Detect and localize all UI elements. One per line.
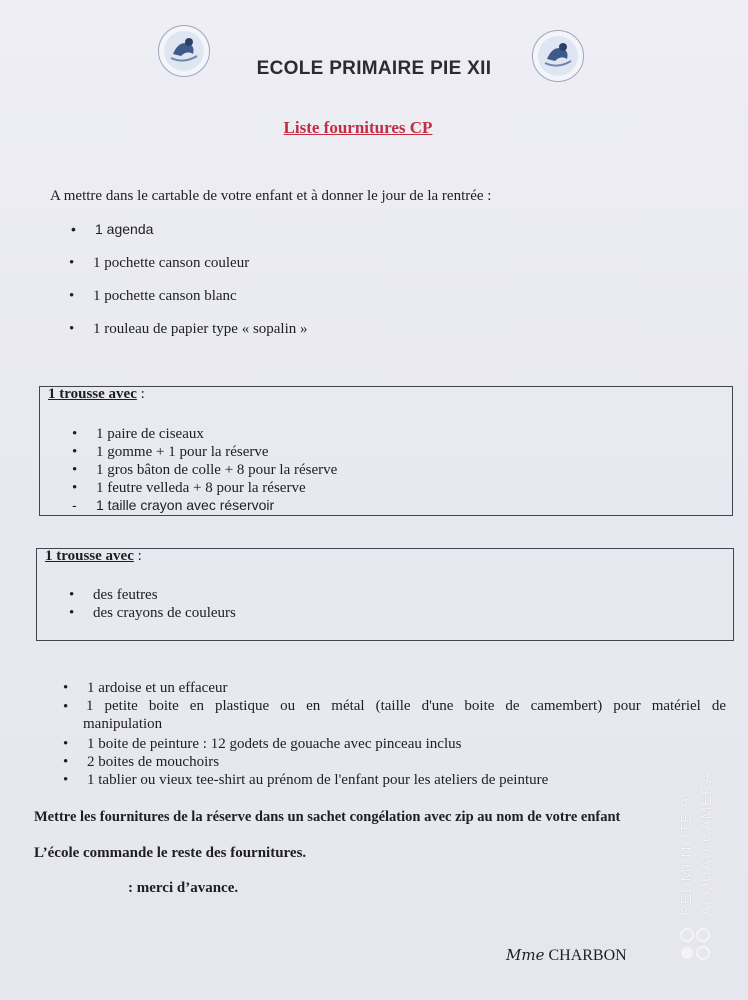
signature-name: CHARBON <box>548 947 627 964</box>
signature-prefix: Mme <box>506 946 545 964</box>
trousse-box-1-title-colon: : <box>136 386 145 402</box>
list-item <box>63 753 220 771</box>
trousse-box-1-title-text: 1 trousse avec <box>48 386 137 402</box>
watermark-line1: REDMI NOTE 9 <box>678 797 695 916</box>
list-item <box>69 586 158 604</box>
list-item-label: 1 rouleau de papier type « sopalin » <box>93 321 308 337</box>
list-item <box>63 735 462 753</box>
list-item <box>69 604 236 622</box>
list-item-label: 1 paire de ciseaux <box>96 426 204 442</box>
list-item <box>72 425 204 443</box>
bullet-icon: • <box>72 426 78 442</box>
list-item-label: 2 boites de mouchoirs <box>87 754 220 770</box>
list-item <box>72 479 306 497</box>
reserve-notice: Mettre les fournitures de la réserve dans un sachet congélation avec zip au nom de votre enfant <box>34 809 621 825</box>
list-item <box>69 254 250 272</box>
bullet-icon: • <box>63 736 69 752</box>
list-item-label: 1 pochette canson couleur <box>93 255 250 271</box>
bullet-icon: • <box>63 699 69 715</box>
list-item-label: 1 agenda <box>95 221 154 237</box>
list-item <box>63 679 228 697</box>
camera-watermark <box>668 760 746 970</box>
camera-brand-icon <box>678 926 714 966</box>
list-item <box>72 443 269 461</box>
bullet-icon: • <box>63 772 69 788</box>
trousse-box-2-title-colon: : <box>133 548 142 564</box>
bullet-icon: • <box>63 754 69 770</box>
trousse-box-1-title <box>48 386 145 403</box>
bullet-icon: • <box>69 255 75 271</box>
list-item-label: 1 ardoise et un effaceur <box>87 680 228 696</box>
signature <box>506 946 627 965</box>
list-item-label: 1 feutre velleda + 8 pour la réserve <box>96 480 306 496</box>
bullet-icon: • <box>72 480 78 496</box>
dash-icon: - <box>72 497 77 513</box>
bullet-icon: • <box>69 288 75 304</box>
bullet-icon: • <box>72 462 78 478</box>
bullet-icon: • <box>71 221 76 237</box>
bullet-icon: • <box>69 605 75 621</box>
list-item <box>71 220 154 238</box>
list-item-label: 1 boite de peinture : 12 godets de gouache avec pinceau inclus <box>87 736 462 752</box>
list-item-label-line1: 1 petite boite en plastique ou en métal (taille d'une boite de camembert) pour matériel de <box>86 698 726 714</box>
list-item <box>63 771 549 789</box>
intro-text: A mettre dans le cartable de votre enfant et à donner le jour de la rentrée : <box>50 188 492 204</box>
watermark-line2: AI QUAD CAMERA <box>698 771 715 916</box>
list-item-label: des crayons de couleurs <box>93 605 236 621</box>
list-item-label-line2: manipulation <box>83 716 163 732</box>
thanks-note: : merci d’avance. <box>128 880 239 896</box>
list-item-label: 1 gros bâton de colle + 8 pour la réserve <box>96 462 338 478</box>
order-note: L’école commande le reste des fournitures. <box>34 845 307 861</box>
bullet-icon: • <box>72 444 78 460</box>
school-name: ECOLE PRIMAIRE PIE XII <box>256 58 492 79</box>
list-item <box>69 320 308 338</box>
bullet-icon: • <box>63 680 69 696</box>
list-item-label: des feutres <box>93 587 158 603</box>
bullet-icon: • <box>69 321 75 337</box>
trousse-box-2-title <box>45 548 142 565</box>
list-item-label: 1 taille crayon avec réservoir <box>96 497 275 513</box>
list-item-label: 1 tablier ou vieux tee-shirt au prénom de l'enfant pour les ateliers de peinture <box>87 772 549 788</box>
list-item <box>72 496 275 514</box>
list-item-label: 1 gomme + 1 pour la réserve <box>96 444 269 460</box>
trousse-box-2-title-text: 1 trousse avec <box>45 548 134 564</box>
list-item-label: 1 pochette canson blanc <box>93 288 237 304</box>
list-title: Liste fournitures CP <box>283 118 433 137</box>
bullet-icon: • <box>69 587 75 603</box>
list-item <box>72 461 338 479</box>
list-item <box>69 287 237 305</box>
